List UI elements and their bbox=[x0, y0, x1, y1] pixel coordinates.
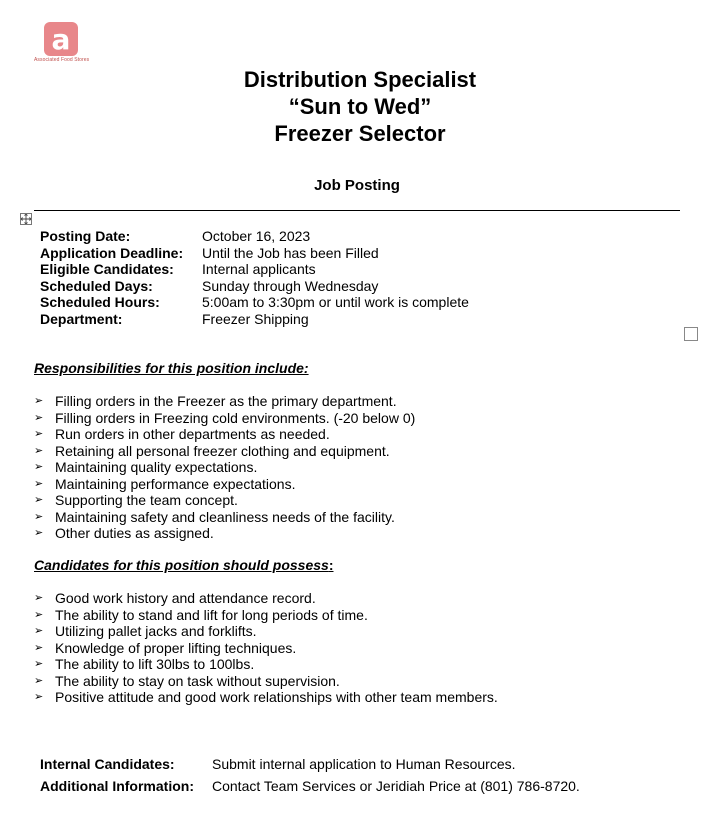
list-item-text: Other duties as assigned. bbox=[55, 525, 214, 541]
arrow-bullet-icon: ➢ bbox=[34, 461, 44, 473]
list-item-text: Positive attitude and good work relationships with other team members. bbox=[55, 689, 498, 705]
list-item-text: The ability to stay on task without supervision. bbox=[55, 672, 340, 689]
qualifications-heading-text: Candidates for this position should possess bbox=[34, 557, 329, 573]
list-item bbox=[34, 656, 498, 673]
list-item bbox=[34, 607, 498, 624]
job-posting-label: Job Posting bbox=[314, 177, 400, 194]
arrow-bullet-icon: ➢ bbox=[34, 625, 44, 637]
list-item bbox=[34, 410, 415, 427]
logo-caption: Associated Food Stores bbox=[34, 57, 90, 63]
arrow-bullet-icon: ➢ bbox=[34, 691, 44, 703]
list-item bbox=[34, 590, 498, 607]
list-item-text: Run orders in other departments as needed. bbox=[55, 426, 330, 442]
info-value: Sunday through Wednesday bbox=[202, 277, 379, 294]
footer-label: Internal Candidates: bbox=[40, 756, 175, 772]
arrow-bullet-icon: ➢ bbox=[34, 395, 44, 407]
list-item bbox=[34, 509, 415, 526]
footer-value: Contact Team Services or Jeridiah Price at (801) 786-8720. bbox=[212, 778, 580, 794]
list-item-text: Maintaining quality expectations. bbox=[55, 459, 258, 475]
responsibilities-heading-text: Responsibilities for this position include: bbox=[34, 360, 309, 376]
arrow-bullet-icon: ➢ bbox=[34, 658, 44, 670]
responsibilities-list bbox=[34, 393, 415, 542]
list-item-text: Knowledge of proper lifting techniques. bbox=[55, 639, 297, 656]
info-value: Until the Job has been Filled bbox=[202, 244, 379, 261]
info-label: Scheduled Hours: bbox=[40, 294, 160, 310]
arrow-bullet-icon: ➢ bbox=[34, 444, 44, 457]
qualifications-list bbox=[34, 590, 498, 706]
info-value: October 16, 2023 bbox=[202, 228, 311, 244]
list-item bbox=[34, 492, 415, 509]
info-label: Application Deadline: bbox=[40, 244, 184, 261]
arrow-bullet-icon: ➢ bbox=[34, 411, 44, 424]
arrow-bullet-icon: ➢ bbox=[34, 428, 44, 440]
list-item-text: Filling orders in the Freezer as the primary department. bbox=[55, 393, 397, 409]
footer-value: Submit internal application to Human Resources. bbox=[212, 756, 516, 772]
arrow-bullet-icon: ➢ bbox=[34, 674, 44, 687]
responsibilities-heading bbox=[34, 360, 309, 376]
arrow-bullet-icon: ➢ bbox=[34, 494, 44, 506]
list-item bbox=[34, 459, 415, 476]
info-value: 5:00am to 3:30pm or until work is complete bbox=[202, 294, 469, 310]
arrow-bullet-icon: ➢ bbox=[34, 527, 44, 539]
info-value: Freezer Shipping bbox=[202, 310, 309, 327]
list-item-text: Utilizing pallet jacks and forklifts. bbox=[55, 623, 257, 639]
info-label: Eligible Candidates: bbox=[40, 261, 174, 277]
list-item bbox=[34, 673, 498, 690]
list-item-text: The ability to lift 30lbs to 100lbs. bbox=[55, 656, 255, 672]
list-item-text: Retaining all personal freezer clothing and equipment. bbox=[55, 442, 390, 459]
arrow-bullet-icon: ➢ bbox=[34, 477, 44, 490]
info-label: Posting Date: bbox=[40, 228, 131, 244]
horizontal-rule bbox=[34, 210, 680, 211]
arrow-bullet-icon: ➢ bbox=[34, 608, 44, 621]
list-item bbox=[34, 689, 498, 706]
info-label: Department: bbox=[40, 310, 123, 327]
list-item bbox=[34, 476, 415, 493]
qualifications-heading bbox=[34, 557, 334, 573]
list-item-text: Maintaining safety and cleanliness needs of the facility. bbox=[55, 508, 395, 525]
list-item-text: Good work history and attendance record. bbox=[55, 590, 316, 606]
qualifications-heading-colon: : bbox=[328, 557, 334, 573]
list-item-text: Maintaining performance expectations. bbox=[55, 475, 296, 492]
list-item-text: Supporting the team concept. bbox=[55, 492, 238, 508]
job-posting-heading bbox=[0, 177, 719, 194]
table-resize-handle[interactable] bbox=[684, 327, 698, 341]
arrow-bullet-icon: ➢ bbox=[34, 641, 44, 654]
list-item bbox=[34, 426, 415, 443]
arrow-bullet-icon: ➢ bbox=[34, 510, 44, 523]
company-logo bbox=[44, 22, 78, 56]
list-item bbox=[34, 623, 498, 640]
svg-text:a: a bbox=[51, 23, 71, 56]
list-item bbox=[34, 640, 498, 657]
list-item bbox=[34, 525, 415, 542]
info-value: Internal applicants bbox=[202, 261, 316, 277]
info-label: Scheduled Days: bbox=[40, 277, 153, 294]
table-move-handle-icon[interactable] bbox=[20, 213, 32, 225]
document-title bbox=[0, 66, 719, 147]
title-line: “Sun to Wed” bbox=[288, 94, 432, 119]
footer-label: Additional Information: bbox=[40, 778, 194, 794]
logo-mark-icon bbox=[44, 22, 78, 56]
list-item bbox=[34, 393, 415, 410]
list-item bbox=[34, 443, 415, 460]
arrow-bullet-icon: ➢ bbox=[34, 592, 44, 604]
title-line: Freezer Selector bbox=[274, 121, 446, 146]
list-item-text: Filling orders in Freezing cold environments. (-20 below 0) bbox=[55, 409, 416, 426]
title-line: Distribution Specialist bbox=[243, 67, 477, 92]
list-item-text: The ability to stand and lift for long periods of time. bbox=[55, 606, 368, 623]
